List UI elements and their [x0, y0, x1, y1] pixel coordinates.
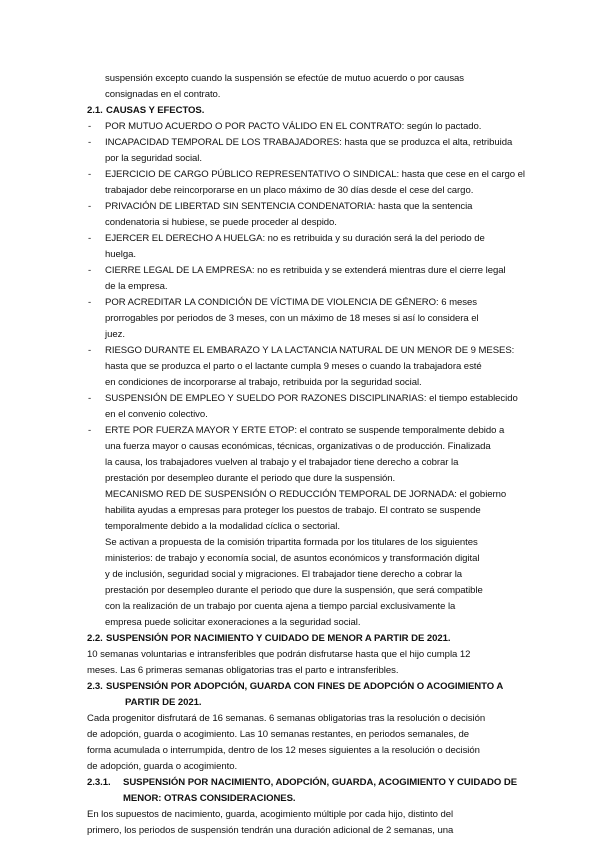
heading-title: SUSPENSIÓN POR NACIMIENTO Y CUIDADO DE MENOR A PARTIR DE 2021.: [106, 633, 451, 644]
bullet-text: trabajador debe reincorporarse en un placo máximo de 30 días desde el cese del cargo.: [105, 185, 474, 196]
bullet-item-continuation: [0, 567, 599, 583]
bullet-item-continuation: [0, 519, 599, 535]
paragraph-line: Cada progenitor disfrutará de 16 semanas. 6 semanas obligatorias tras la resolución o decisión: [87, 713, 486, 724]
bullet-item-continuation: [0, 615, 599, 631]
heading-number: 2.3.: [87, 681, 103, 692]
bullet-item-continuation: [0, 359, 599, 375]
bullet-text: juez.: [105, 329, 125, 340]
bullet-text: INCAPACIDAD TEMPORAL DE LOS TRABAJADORES: hasta que se produzca el alta, retribuida: [105, 137, 513, 148]
bullet-text: en condiciones de incorporarse al trabajo, retribuida por la seguridad social.: [105, 377, 422, 388]
bullet-dash: -: [88, 265, 92, 276]
heading-title-cont: PARTIR DE 2021.: [125, 697, 202, 708]
heading-title: SUSPENSIÓN POR ADOPCIÓN, GUARDA CON FINES DE ADOPCIÓN O ACOGIMIENTO A: [106, 681, 504, 692]
bullet-item-continuation: [0, 439, 599, 455]
bullet-text: y de inclusión, seguridad social y migraciones. El trabajador tiene derecho a cobrar la: [105, 569, 463, 580]
bullet-text: ministerios: de trabajo y economía social, de asuntos económicos y transformación digital: [105, 553, 480, 564]
heading-2-2: [0, 631, 599, 647]
bullet-item-continuation: [0, 375, 599, 391]
bullet-text: prestación por desempleo durante el periodo que dure la suspensión.: [105, 473, 396, 484]
bullet-item: [0, 423, 599, 439]
bullet-dash: -: [88, 297, 92, 308]
bullet-item-continuation: [0, 503, 599, 519]
paragraph-line: En los supuestos de nacimiento, guarda, acogimiento múltiple por cada hijo, distinto del: [87, 809, 454, 820]
bullet-text: EJERCER EL DERECHO A HUELGA: no es retribuida y su duración será la del periodo de: [105, 233, 485, 244]
bullet-item-continuation: [0, 471, 599, 487]
bullet-item-continuation: [0, 535, 599, 551]
intro-line: suspensión excepto cuando la suspensión se efectúe de mutuo acuerdo o por causas: [105, 73, 465, 84]
bullet-item-continuation: [0, 327, 599, 343]
bullet-item-continuation: [0, 151, 599, 167]
bullet-text: prestación por desempleo durante el periodo que dure la suspensión, que será compatible: [105, 585, 483, 596]
heading-number: 2.2.: [87, 633, 103, 644]
bullet-item: [0, 135, 599, 151]
bullet-item-continuation: [0, 583, 599, 599]
bullet-item-continuation: [0, 215, 599, 231]
bullet-item-continuation: [0, 599, 599, 615]
bullet-item-continuation: [0, 455, 599, 471]
bullet-item: [0, 231, 599, 247]
bullet-dash: -: [88, 425, 92, 436]
bullet-text: de la empresa.: [105, 281, 168, 292]
bullet-text: CIERRE LEGAL DE LA EMPRESA: no es retribuida y se extenderá mientras dure el cierre legal: [105, 265, 506, 276]
paragraph-line: 10 semanas voluntarias e intransferibles que podrán disfrutarse hasta que el hijo cumpla 12: [87, 649, 471, 660]
bullet-item-continuation: [0, 487, 599, 503]
bullet-text: por la seguridad social.: [105, 153, 202, 164]
bullet-item-continuation: [0, 551, 599, 567]
bullet-dash: -: [88, 169, 92, 180]
bullet-dash: -: [88, 393, 92, 404]
bullet-text: ERTE POR FUERZA MAYOR Y ERTE ETOP: el contrato se suspende temporalmente debido a: [105, 425, 505, 436]
paragraph-line: de adopción, guarda o acogimiento. Las 10 semanas restantes, en periodos semanales, de: [87, 729, 470, 740]
heading-title: SUSPENSIÓN POR NACIMIENTO, ADOPCIÓN, GUARDA, ACOGIMIENTO Y CUIDADO DE: [123, 777, 518, 788]
heading-2-1: [0, 103, 599, 119]
bullet-text: empresa puede solicitar exoneraciones a la seguridad social.: [105, 617, 361, 628]
bullet-item-continuation: [0, 247, 599, 263]
heading-title: CAUSAS Y EFECTOS.: [106, 105, 205, 116]
bullet-dash: -: [88, 201, 92, 212]
bullet-item: [0, 167, 599, 183]
bullet-dash: -: [88, 121, 92, 132]
bullet-text: hasta que se produzca el parto o el lactante cumpla 9 meses o cuando la trabajadora esté: [105, 361, 482, 372]
bullet-text: temporalmente debido a la modalidad cíclica o sectorial.: [105, 521, 340, 532]
heading-2-3-1: [0, 775, 599, 791]
bullet-text: MECANISMO RED DE SUSPENSIÓN O REDUCCIÓN TEMPORAL DE JORNADA: el gobierno: [105, 489, 507, 500]
heading-2-3: [0, 679, 599, 695]
bullet-text: huelga.: [105, 249, 136, 260]
heading-number: 2.1.: [87, 105, 103, 116]
bullet-text: prorrogables por periodos de 3 meses, con un máximo de 18 meses si así lo considera el: [105, 313, 479, 324]
bullet-item: [0, 295, 599, 311]
bullet-text: RIESGO DURANTE EL EMBARAZO Y LA LACTANCIA NATURAL DE UN MENOR DE 9 MESES:: [105, 345, 515, 356]
heading-2-3-cont: [0, 695, 599, 711]
paragraph-line: de adopción, guarda o acogimiento.: [87, 761, 238, 772]
document-body: [0, 71, 599, 839]
bullet-text: Se activan a propuesta de la comisión tripartita formada por los titulares de los siguientes: [105, 537, 478, 548]
bullet-item: [0, 391, 599, 407]
intro-line: consignadas en el contrato.: [105, 89, 221, 100]
bullet-text: en el convenio colectivo.: [105, 409, 208, 420]
bullet-item: [0, 343, 599, 359]
paragraph-line: meses. Las 6 primeras semanas obligatorias tras el parto e intransferibles.: [87, 665, 399, 676]
bullet-text: PRIVACIÓN DE LIBERTAD SIN SENTENCIA CONDENATORIA: hasta que la sentencia: [105, 201, 473, 212]
bullet-item-continuation: [0, 279, 599, 295]
bullet-text: condenatoria si hubiese, se puede proceder al despido.: [105, 217, 337, 228]
paragraph-line: forma acumulada o interrumpida, dentro de los 12 meses siguientes a la resolución o decisión: [87, 745, 480, 756]
bullet-dash: -: [88, 233, 92, 244]
causes-list: [0, 119, 599, 631]
bullet-item-continuation: [0, 311, 599, 327]
bullet-text: habilita ayudas a empresas para proteger los puestos de trabajo. El contrato se suspende: [105, 505, 481, 516]
heading-2-3-1-cont: [0, 791, 599, 807]
bullet-text: una fuerza mayor o causas económicas, técnicas, organizativas o de producción. Finalizada: [105, 441, 491, 452]
bullet-item: [0, 263, 599, 279]
bullet-dash: -: [88, 345, 92, 356]
bullet-item-continuation: [0, 407, 599, 423]
bullet-dash: -: [88, 137, 92, 148]
bullet-text: con la realización de un trabajo por cuenta ajena a tiempo parcial exclusivamente la: [105, 601, 456, 612]
bullet-item: [0, 199, 599, 215]
bullet-text: SUSPENSIÓN DE EMPLEO Y SUELDO POR RAZONES DISCIPLINARIAS: el tiempo establecido: [105, 393, 518, 404]
paragraph-line: primero, los periodos de suspensión tendrán una duración adicional de 2 semanas, una: [87, 825, 454, 836]
bullet-text: la causa, los trabajadores vuelven al trabajo y el trabajador tiene derecho a cobrar la: [105, 457, 459, 468]
heading-number: 2.3.1.: [87, 777, 111, 788]
bullet-text: EJERCICIO DE CARGO PÚBLICO REPRESENTATIVO O SINDICAL: hasta que cese en el cargo el: [105, 169, 525, 180]
bullet-item-continuation: [0, 183, 599, 199]
bullet-text: POR ACREDITAR LA CONDICIÓN DE VÍCTIMA DE VIOLENCIA DE GÉNERO: 6 meses: [105, 297, 477, 308]
bullet-text: POR MUTUO ACUERDO O POR PACTO VÁLIDO EN EL CONTRATO: según lo pactado.: [105, 121, 482, 132]
bullet-item: [0, 119, 599, 135]
heading-title-cont: MENOR: OTRAS CONSIDERACIONES.: [123, 793, 296, 804]
